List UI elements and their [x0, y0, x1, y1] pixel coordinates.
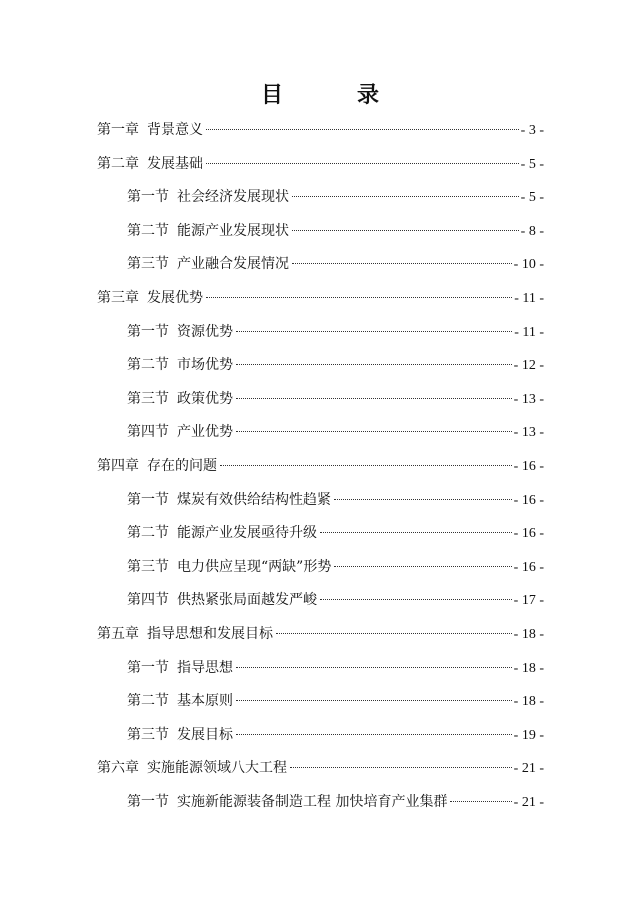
toc-entry-title: 实施新能源装备制造工程 加快培育产业集群 [177, 793, 448, 810]
toc-entry-title: 能源产业发展亟待升级 [177, 525, 317, 542]
dot-leader [450, 801, 511, 802]
toc-entry-page-number: - 11 - [514, 324, 544, 340]
toc-entry-chapter[interactable] [97, 151, 544, 185]
toc-entry-chapter[interactable] [97, 117, 544, 151]
dot-leader [334, 499, 512, 500]
toc-entry-section[interactable] [97, 487, 544, 521]
toc-entry-number: 第二章 [97, 155, 139, 172]
toc-entry-number: 第二节 [127, 525, 169, 542]
dot-leader [236, 398, 512, 399]
dot-leader [236, 667, 512, 668]
toc-entry-title: 能源产业发展现状 [177, 222, 289, 239]
toc-entry-number: 第一节 [127, 491, 169, 508]
toc-entry-title: 指导思想和发展目标 [147, 625, 273, 642]
toc-entry-number: 第三节 [127, 726, 169, 743]
dot-leader [236, 734, 512, 735]
toc-entry-title: 供热紧张局面越发严峻 [177, 592, 317, 609]
toc-entry-page-number: - 12 - [513, 358, 544, 374]
toc-entry-number: 第一节 [127, 793, 169, 810]
toc-entry-page-number: - 5 - [520, 190, 544, 206]
toc-entry-section[interactable] [97, 789, 544, 823]
toc-entry-title: 发展目标 [177, 726, 233, 743]
dot-leader [320, 599, 512, 600]
dot-leader [236, 364, 512, 365]
toc-entry-number: 第三章 [97, 289, 139, 306]
toc-entry-number: 第二节 [127, 357, 169, 374]
toc-entry-page-number: - 18 - [513, 694, 544, 710]
toc-entry-number: 第五章 [97, 625, 139, 642]
dot-leader [334, 566, 511, 567]
toc-entry-number: 第二节 [127, 693, 169, 710]
dot-leader [276, 633, 512, 634]
toc-entry-title: 社会经济发展现状 [177, 189, 289, 206]
toc-entry-section[interactable] [97, 419, 544, 453]
toc-entry-page-number: - 16 - [513, 559, 544, 575]
toc-entry-page-number: - 8 - [520, 223, 544, 239]
toc-entry-title: 存在的问题 [147, 457, 217, 474]
toc-entry-page-number: - 13 - [513, 425, 544, 441]
toc-entry-section[interactable] [97, 587, 544, 621]
toc-entry-title: 政策优势 [177, 390, 233, 407]
toc-entry-number: 第四章 [97, 457, 139, 474]
toc-entry-section[interactable] [97, 184, 544, 218]
toc-entry-page-number: - 19 - [513, 727, 544, 743]
toc-entry-title: 产业优势 [177, 424, 233, 441]
toc-entry-number: 第六章 [97, 760, 139, 777]
dot-leader [206, 129, 519, 130]
toc-entry-title: 发展优势 [147, 289, 203, 306]
toc-entry-number: 第三节 [127, 256, 169, 273]
toc-entry-page-number: - 18 - [513, 626, 544, 642]
dot-leader [206, 163, 519, 164]
toc-entry-chapter[interactable] [97, 755, 544, 789]
toc-entry-number: 第四节 [127, 424, 169, 441]
dot-leader [320, 532, 512, 533]
toc-entry-number: 第三节 [127, 558, 169, 575]
toc-entry-page-number: - 3 - [520, 123, 544, 138]
toc-entry-number: 第一章 [97, 122, 139, 138]
toc-entry-title: 指导思想 [177, 659, 233, 676]
toc-entry-section[interactable] [97, 251, 544, 285]
toc-entry-chapter[interactable] [97, 285, 544, 319]
toc-entry-page-number: - 11 - [514, 290, 544, 306]
toc-entry-page-number: - 21 - [513, 761, 544, 777]
toc-entry-number: 第一节 [127, 659, 169, 676]
toc-entry-number: 第一节 [127, 189, 169, 206]
toc-entry-page-number: - 16 - [513, 458, 544, 474]
toc-entry-number: 第一节 [127, 323, 169, 340]
dot-leader [220, 465, 512, 466]
toc-entry-title: 基本原则 [177, 693, 233, 710]
toc-entry-section[interactable] [97, 554, 544, 588]
toc-entry-page-number: - 13 - [513, 391, 544, 407]
toc-entry-page-number: - 10 - [513, 257, 544, 273]
toc-entry-number: 第三节 [127, 390, 169, 407]
toc-entry-title: 发展基础 [147, 155, 203, 172]
dot-leader [236, 700, 512, 701]
toc-entry-section[interactable] [97, 386, 544, 420]
toc-entry-section[interactable] [97, 319, 544, 353]
toc-entry-page-number: - 17 - [513, 593, 544, 609]
toc-entry-section[interactable] [97, 520, 544, 554]
toc-entry-title: 产业融合发展情况 [177, 256, 289, 273]
dot-leader [236, 431, 512, 432]
toc-entry-chapter[interactable] [97, 453, 544, 487]
toc-entry-section[interactable] [97, 218, 544, 252]
dot-leader [292, 196, 519, 197]
toc-entry-page-number: - 21 - [513, 794, 544, 810]
dot-leader [206, 297, 512, 298]
toc-entry-title: 煤炭有效供给结构性趋紧 [177, 491, 331, 508]
toc-entry-chapter[interactable] [97, 621, 544, 655]
toc-entry-title: 实施能源领域八大工程 [147, 760, 287, 777]
toc-entry-number: 第二节 [127, 222, 169, 239]
toc-entry-page-number: - 16 - [513, 526, 544, 542]
toc-list [97, 117, 544, 822]
dot-leader [236, 331, 512, 332]
toc-entry-title: 背景意义 [147, 122, 203, 138]
toc-entry-page-number: - 18 - [513, 660, 544, 676]
dot-leader [292, 263, 512, 264]
toc-entry-title: 资源优势 [177, 323, 233, 340]
dot-leader [290, 767, 512, 768]
toc-entry-section[interactable] [97, 688, 544, 722]
toc-entry-page-number: - 5 - [520, 156, 544, 172]
toc-title: 目 录 [260, 82, 405, 108]
toc-entry-title: 电力供应呈现“两缺”形势 [177, 558, 332, 575]
toc-entry-title: 市场优势 [177, 357, 233, 374]
toc-entry-section[interactable] [97, 722, 544, 756]
toc-entry-section[interactable] [97, 655, 544, 689]
toc-entry-page-number: - 16 - [513, 492, 544, 508]
toc-entry-number: 第四节 [127, 592, 169, 609]
dot-leader [292, 230, 519, 231]
toc-entry-section[interactable] [97, 352, 544, 386]
